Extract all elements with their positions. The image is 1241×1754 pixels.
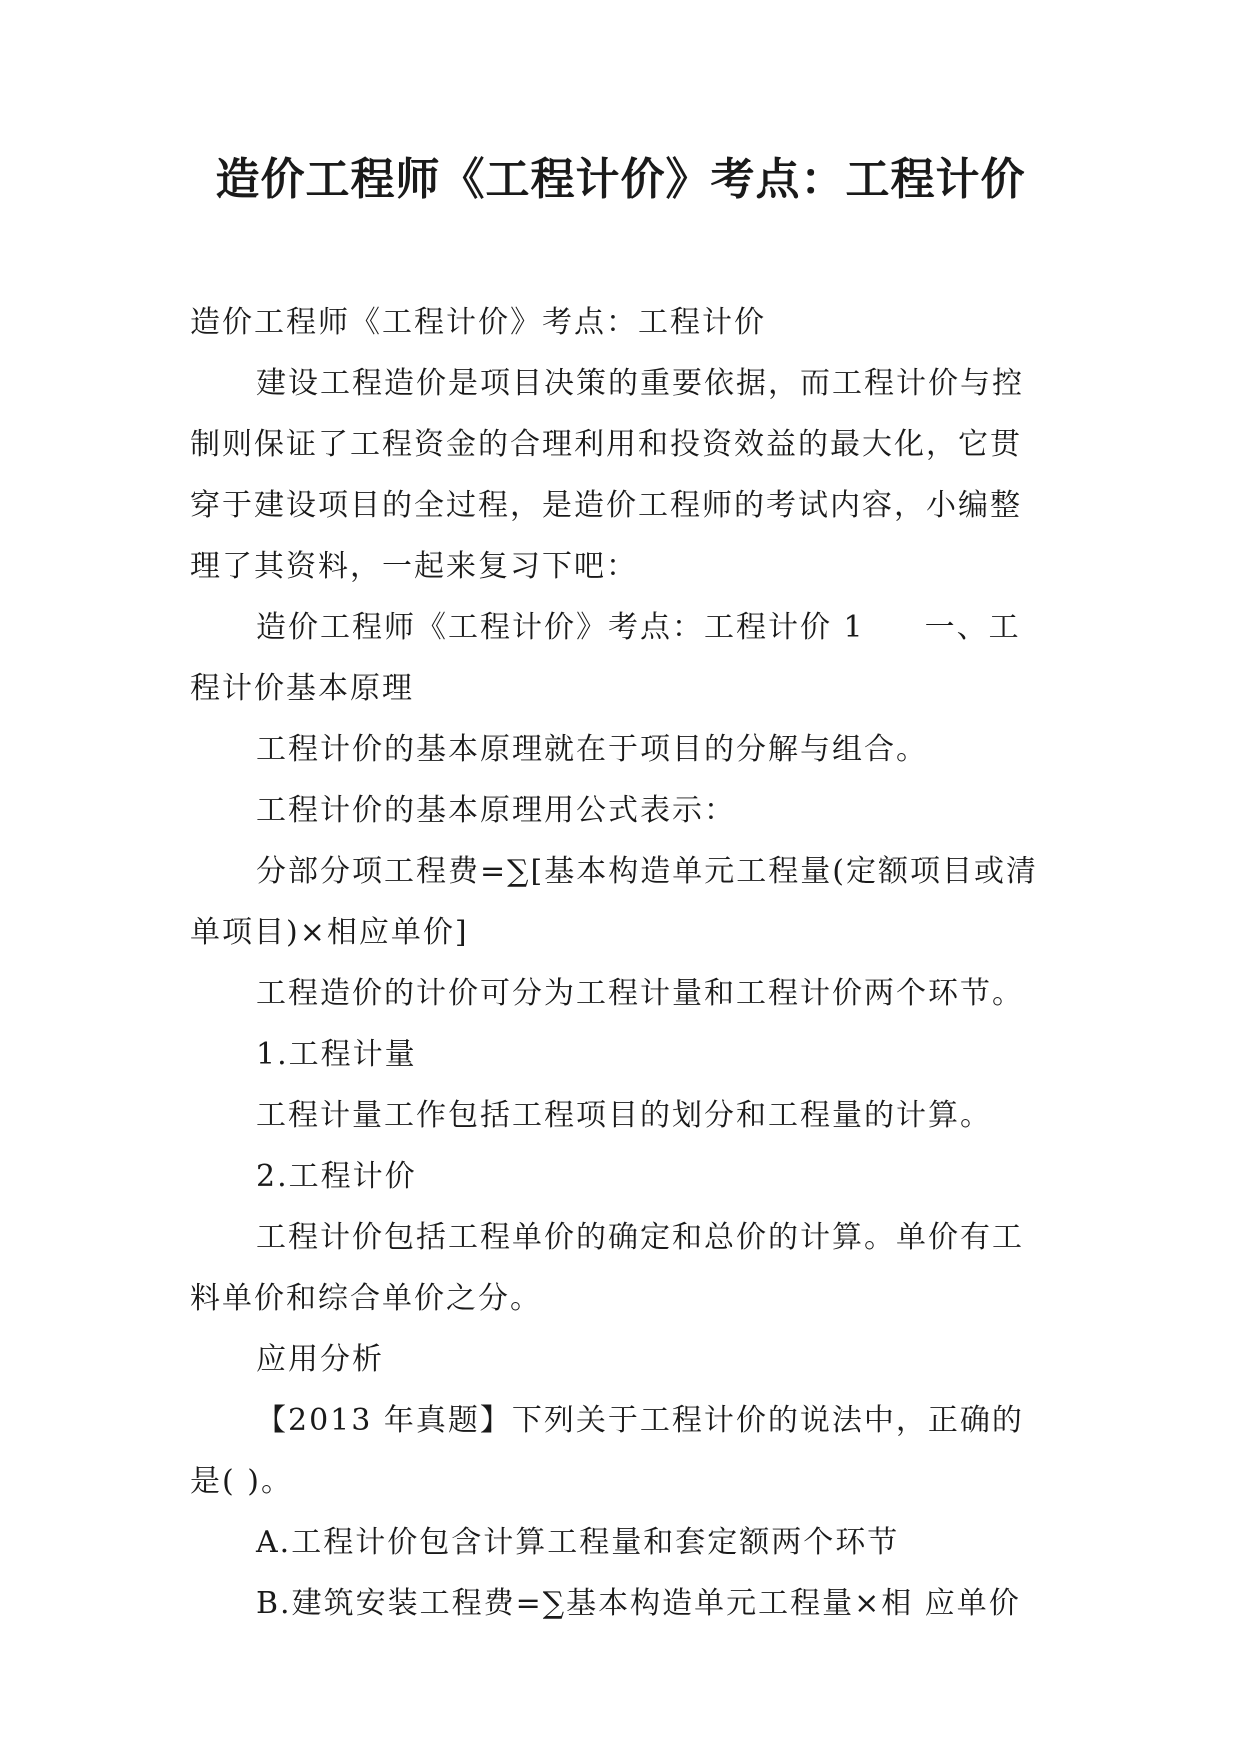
paragraph-principle: 工程计价的基本原理就在于项目的分解与组合。 <box>256 732 928 767</box>
paragraph-exam-question: 【2013 年真题】下列关于工程计价的说法中，正确的是( )。 <box>190 1403 1024 1499</box>
document-body <box>190 292 1050 1634</box>
paragraph-option-b: B.建筑安装工程费=∑基本构造单元工程量×相 应单价 <box>256 1586 1021 1621</box>
paragraph-formula: 分部分项工程费=∑[基本构造单元工程量(定额项目或清单项目)×相应单价] <box>190 854 1038 950</box>
paragraph-intro: 建设工程造价是项目决策的重要依据，而工程计价与控制则保证了工程资金的合理利用和投资效益的最大化，它贯穿于建设项目的全过程，是造价工程师的考试内容，小编整理了其资料，一起来复习下吧： <box>190 366 1024 584</box>
paragraph-item-1-desc: 工程计量工作包括工程项目的划分和工程量的计算。 <box>256 1098 992 1133</box>
paragraph-item-1: 1.工程计量 <box>256 1037 417 1072</box>
paragraph-option-a: A.工程计价包含计算工程量和套定额两个环节 <box>256 1525 900 1560</box>
paragraph-item-2-desc: 工程计价包括工程单价的确定和总价的计算。单价有工料单价和综合单价之分。 <box>190 1220 1024 1316</box>
section-heading-lead: 造价工程师《工程计价》考点：工程计价 1 <box>256 610 865 645</box>
paragraph-formula-intro: 工程计价的基本原理用公式表示： <box>256 793 736 828</box>
paragraph-two-steps: 工程造价的计价可分为工程计量和工程计价两个环节。 <box>256 976 1024 1011</box>
paragraph-section-heading <box>190 597 1050 719</box>
document-title: 造价工程师《工程计价》考点：工程计价 <box>215 154 1026 205</box>
paragraph-application: 应用分析 <box>256 1342 384 1377</box>
paragraph-subtitle: 造价工程师《工程计价》考点：工程计价 <box>190 305 766 340</box>
section-heading-suffix: 一、工程计价基本原理 <box>190 610 1021 706</box>
paragraph-item-2: 2.工程计价 <box>256 1159 417 1194</box>
